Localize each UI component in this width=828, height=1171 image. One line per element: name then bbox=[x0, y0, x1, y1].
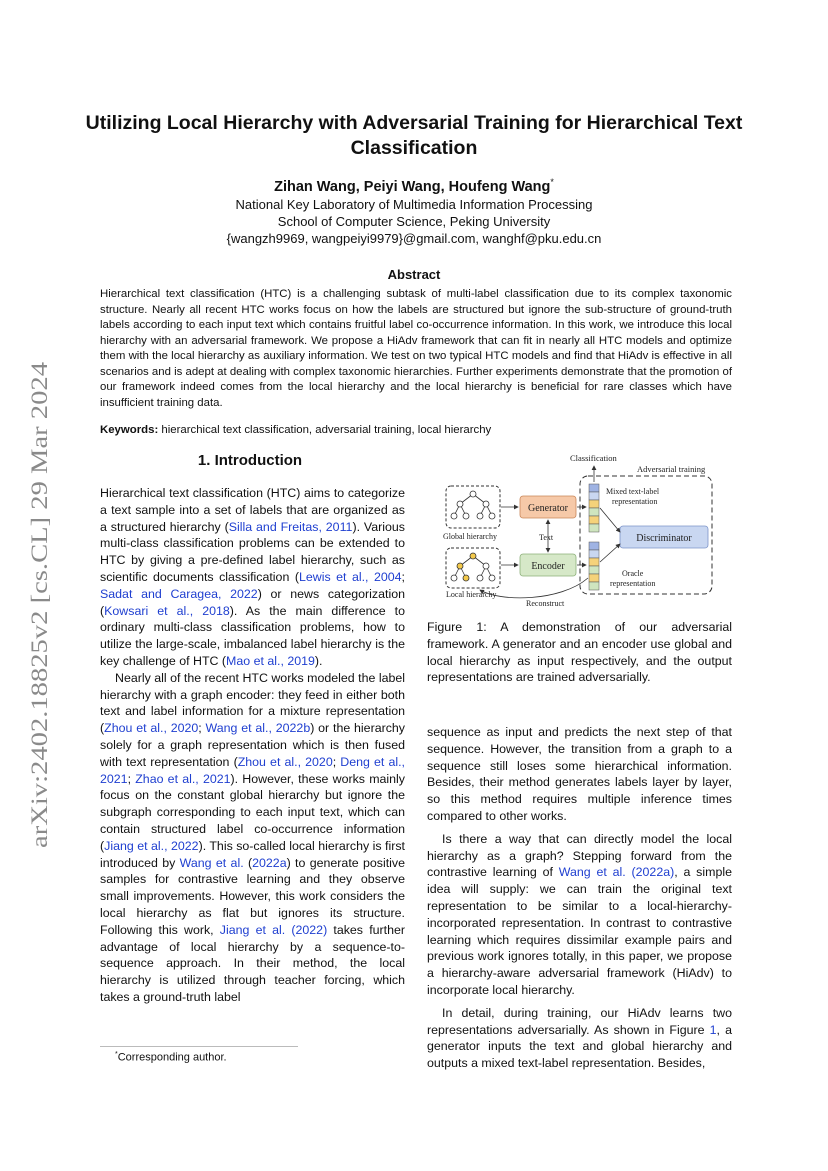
citation-link[interactable]: Lewis et al., 2004 bbox=[298, 569, 402, 584]
citation-link[interactable]: Sadat and Caragea, 2022 bbox=[100, 586, 258, 601]
author-emails: {wangzh9969, wangpeiyi9979}@gmail.com, wanghf@pku.edu.cn bbox=[226, 231, 602, 246]
figure-1-caption: Figure 1: A demonstration of our adversarial framework. A generator and an encoder use global and local hierarchy as input respectively, and the output representations are trained adversarially. bbox=[427, 620, 732, 685]
figure-reference-link[interactable]: 1 bbox=[709, 1022, 717, 1037]
citation-link[interactable]: Kowsari et al., 2018 bbox=[104, 603, 230, 618]
citation-link[interactable]: Zhou et al., 2020 bbox=[104, 721, 199, 736]
local-hierarchy-tree bbox=[451, 553, 495, 581]
classification-label: Classification bbox=[570, 453, 617, 463]
intro-paragraph-2: Nearly all of the recent HTC works modeled the label hierarchy with a graph encoder: they feed in either both text and label information for a mixture representation (Zhou et al., 2020; Wang et al., 2022b) or the hierarchy solely for a graph representation which is then fused with text representation (Zhou et al., 2020; Deng et al., 2021; Zhao et al., 2021). However, these works mainly focus on the constant global hierarchy but ignore the subgraph corresponding to each input text, which can contain structured label co-occurrence information (Jiang et al., 2022). This so-called local hierarchy is first introduced by Wang et al. (2022a) to generate positive samples for contrastive learning and they observe small improvements. However, this work considers the local hierarchy as flat but ignores its structure. Following this work, Jiang et al. (2022) takes further advantage of local hierarchy by a sequence-to-sequence approach. In their method, the local hierarchy is utilized through teacher forcing, which takes a ground-truth label bbox=[100, 670, 406, 1004]
global-hierarchy-tree bbox=[451, 491, 495, 519]
paper-title: Utilizing Local Hierarchy with Adversarial Training for Hierarchical Text Classification bbox=[85, 112, 743, 159]
citation-link[interactable]: Zhou et al., 2020 bbox=[237, 754, 333, 769]
encoder-label: Encoder bbox=[531, 561, 565, 572]
oracle-representation-label-1: Oracle bbox=[622, 569, 644, 578]
intro-paragraph-5: In detail, during training, our HiAdv learns two representations adversarially. As shown in Figure 1, a generator inputs the text and global hierarchy and outputs a mixed text-label representation. Besides, bbox=[427, 1005, 732, 1071]
abstract-text: Hierarchical text classification (HTC) is a challenging subtask of multi-label classification due to its complex taxonomic structure. Nearly all recent HTC works focus on how the labels are structured but ignore the sub-structure of ground-truth labels according to each input text which contains fruitful label co-occurrence information. In this work, we introduce this local hierarchy with an adversarial framework. We propose a HiAdv framework that can fit in nearly all HTC models and optimize them with the local hierarchy as auxiliary information. We test on two typical HTC models and find that HiAdv is effective in all scenarios and is adept at dealing with complex taxonomic hierarchies. Further experiments demonstrate that the promotion of our framework indeed comes from the local hierarchy and the local hierarchy is beneficial for rare classes which have insufficient training data. bbox=[100, 288, 732, 409]
right-column bbox=[427, 724, 732, 1078]
adversarial-training-label: Adversarial training bbox=[637, 464, 706, 474]
generator-label: Generator bbox=[528, 503, 568, 514]
keywords bbox=[100, 424, 732, 436]
citation-link[interactable]: Wang et al. bbox=[179, 855, 244, 870]
intro-paragraph-4: Is there a way that can directly model the local hierarchy as a graph? Stepping forward from the contrastive learning of Wang et al. (2022a), a simple idea will supply: we can train the original text representation to be similar to a local-hierarchy-incorporated representation. In contrast to contrastive learning which requires dissimilar example pairs and previous work ignores totally, in this paper, we propose a hierarchy-aware adversarial framework (HiAdv) to incorporate local hierarchy. bbox=[427, 831, 732, 997]
global-hierarchy-label: Global hierarchy bbox=[443, 532, 497, 541]
citation-link[interactable]: Mao et al., 2019 bbox=[226, 653, 315, 668]
mixed-representation-vector bbox=[589, 484, 599, 532]
citation-link[interactable]: Jiang et al. (2022) bbox=[219, 922, 328, 937]
footnote-divider bbox=[100, 1046, 298, 1047]
citation-link[interactable]: Wang et al., 2022b bbox=[205, 721, 311, 736]
arxiv-stamp-text: arXiv:2402.18825v2 [cs.CL] 29 Mar 2024 bbox=[27, 457, 52, 848]
footnote bbox=[115, 1051, 227, 1064]
author-names: Zihan Wang, Peiyi Wang, Houfeng Wang bbox=[274, 178, 551, 195]
arxiv-stamp bbox=[17, 360, 57, 850]
footnote-mark: * bbox=[115, 1051, 118, 1058]
figure-1-diagram bbox=[440, 452, 735, 612]
intro-paragraph-3: sequence as input and predicts the next step of that sequence. However, the transition from a graph to a sequence still loses some hierarchical information. Besides, their method generates labels layer by layer, so this method requires multiple inference times compared to other works. bbox=[427, 725, 732, 823]
citation-link[interactable]: Silla and Freitas, 2011 bbox=[228, 519, 353, 534]
footnote-text: Corresponding author. bbox=[117, 1051, 227, 1064]
oracle-representation-vector bbox=[589, 542, 599, 590]
intro-paragraph-1: Hierarchical text classification (HTC) aims to categorize a text sample into a set of labels that are organized as a structured hierarchy (Silla and Freitas, 2011). Various multi-class classification problems can be extended to HTC by giving a pre-defined label hierarchy, such as scientific documents classification (Lewis et al., 2004; Sadat and Caragea, 2022) or news categorization (Kowsari et al., 2018). As the main difference to ordinary multi-class classification problems, how to utilize the large-scale, imbalanced label hierarchy is the key challenge of HTC (Mao et al., 2019). bbox=[100, 486, 405, 668]
citation-link[interactable]: 2022a bbox=[252, 855, 287, 870]
citation-link[interactable]: Deng et al., 2021 bbox=[100, 754, 405, 786]
discriminator-label: Discriminator bbox=[636, 533, 692, 544]
citation-link[interactable]: Wang et al. (2022a) bbox=[558, 865, 675, 880]
abstract-heading: Abstract bbox=[387, 267, 441, 282]
affiliation-school: School of Computer Science, Peking University bbox=[277, 214, 551, 229]
section-title: 1. Introduction bbox=[197, 452, 303, 469]
author-footnote-mark: * bbox=[550, 177, 554, 187]
left-column bbox=[100, 485, 405, 1006]
local-hierarchy-label: Local hierarchy bbox=[446, 590, 497, 599]
authors bbox=[80, 177, 748, 195]
oracle-representation-label-2: representation bbox=[610, 579, 656, 588]
text-input-label: Text bbox=[539, 533, 554, 542]
mixed-representation-label-1: Mixed text-label bbox=[606, 487, 660, 496]
mixed-representation-label-2: representation bbox=[612, 497, 658, 506]
keywords-text: hierarchical text classification, adversarial training, local hierarchy bbox=[161, 424, 492, 436]
keywords-label: Keywords: bbox=[100, 424, 159, 436]
reconstruct-label: Reconstruct bbox=[526, 599, 565, 608]
affiliation-lab: National Key Laboratory of Multimedia Information Processing bbox=[235, 197, 593, 212]
citation-link[interactable]: Jiang et al., 2022 bbox=[104, 838, 199, 853]
citation-link[interactable]: Zhao et al., 2021 bbox=[135, 771, 231, 786]
